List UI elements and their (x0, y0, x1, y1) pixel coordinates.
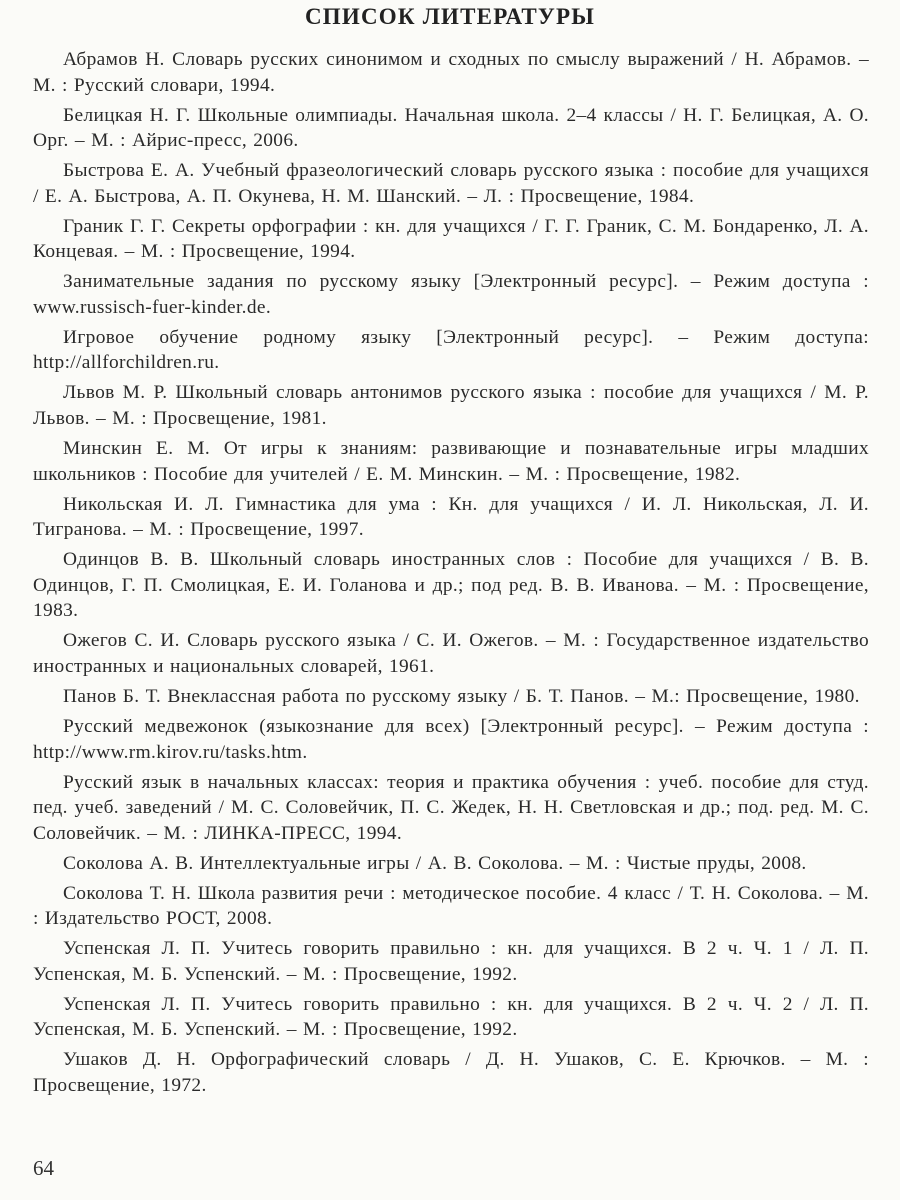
reference-item: Соколова А. В. Интеллектуальные игры / А. В. Соколова. – М. : Чистые пруды, 2008. (63, 852, 807, 874)
reference-item: Львов М. Р. Школьный словарь антонимов русского языка : пособие для учащихся / М. Р. Львов. – М. : Просвещение, 1981. (33, 382, 869, 430)
reference-item: Игровое обучение родному языку [Электронный ресурс]. – Режим доступа: http://allforchildren.ru. (33, 326, 869, 374)
reference-item: Успенская Л. П. Учитесь говорить правильно : кн. для учащихся. В 2 ч. Ч. 1 / Л. П. Успенская, М. Б. Успенский. – М. : Просвещение, 1992. (33, 938, 869, 985)
page-number: 64 (33, 1156, 54, 1180)
reference-item: Панов Б. Т. Внеклассная работа по русскому языку / Б. Т. Панов. – М.: Просвещение, 1980. (63, 685, 860, 707)
reference-item: Занимательные задания по русскому языку [Электронный ресурс]. – Режим доступа : www.russisch-fuer-kinder.de. (33, 271, 869, 318)
reference-item: Граник Г. Г. Секреты орфографии : кн. для учащихся / Г. Г. Граник, С. М. Бондаренко, Л. А. Концевая. – М. : Просвещение, 1994. (33, 215, 869, 263)
reference-item: Никольская И. Л. Гимнастика для ума : Кн. для учащихся / И. Л. Никольская, Л. И. Тигранова. – М. : Просвещение, 1997. (33, 493, 869, 541)
reference-item: Минскин Е. М. От игры к знаниям: развивающие и познавательные игры младших школьников : Пособие для учителей / Е. М. Минскин. – М. : Просвещение, 1982. (33, 438, 869, 485)
reference-item: Ожегов С. И. Словарь русского языка / С. И. Ожегов. – М. : Государственное издательство иностранных и национальных словарей, 1961. (33, 630, 869, 677)
reference-list (33, 47, 869, 1103)
reference-item: Соколова Т. Н. Школа развития речи : методическое пособие. 4 класс / Т. Н. Соколова. – М. : Издательство РОСТ, 2008. (33, 882, 869, 930)
reference-item: Абрамов Н. Словарь русских синонимом и сходных по смыслу выражений / Н. Абрамов. – М. : Русский словари, 1994. (33, 49, 869, 96)
page-title: СПИСОК ЛИТЕРАТУРЫ (305, 4, 595, 29)
reference-item: Успенская Л. П. Учитесь говорить правильно : кн. для учащихся. В 2 ч. Ч. 2 / Л. П. Успенская, М. Б. Успенский. – М. : Просвещение, 1992. (33, 993, 869, 1041)
reference-item: Белицкая Н. Г. Школьные олимпиады. Начальная школа. 2–4 классы / Н. Г. Белицкая, А. О. Орг. – М. : Айрис-пресс, 2006. (33, 104, 869, 152)
reference-item: Русский медвежонок (языкознание для всех) [Электронный ресурс]. – Режим доступа : http://www.rm.kirov.ru/tasks.htm. (33, 715, 869, 763)
reference-item: Быстрова Е. А. Учебный фразеологический словарь русского языка : пособие для учащихся / Е. А. Быстрова, А. П. Окунева, Н. М. Шанский. – Л. : Просвещение, 1984. (33, 160, 869, 207)
reference-item: Ушаков Д. Н. Орфографический словарь / Д. Н. Ушаков, С. Е. Крючков. – М. : Просвещение, 1972. (33, 1049, 869, 1096)
reference-item: Одинцов В. В. Школьный словарь иностранных слов : Пособие для учащихся / В. В. Одинцов, Г. П. Смолицкая, Е. И. Голанова и др.; под ред. В. В. Иванова. – М. : Просвещение, 1983. (33, 549, 869, 622)
reference-item: Русский язык в начальных классах: теория и практика обучения : учеб. пособие для студ. пед. учеб. заведений / М. С. Соловейчик, П. С. Жедек, Н. Н. Светловская и др.; под. ред. М. С. Соловейчик. – М. : ЛИНКА-ПРЕСС, 1994. (33, 771, 869, 844)
